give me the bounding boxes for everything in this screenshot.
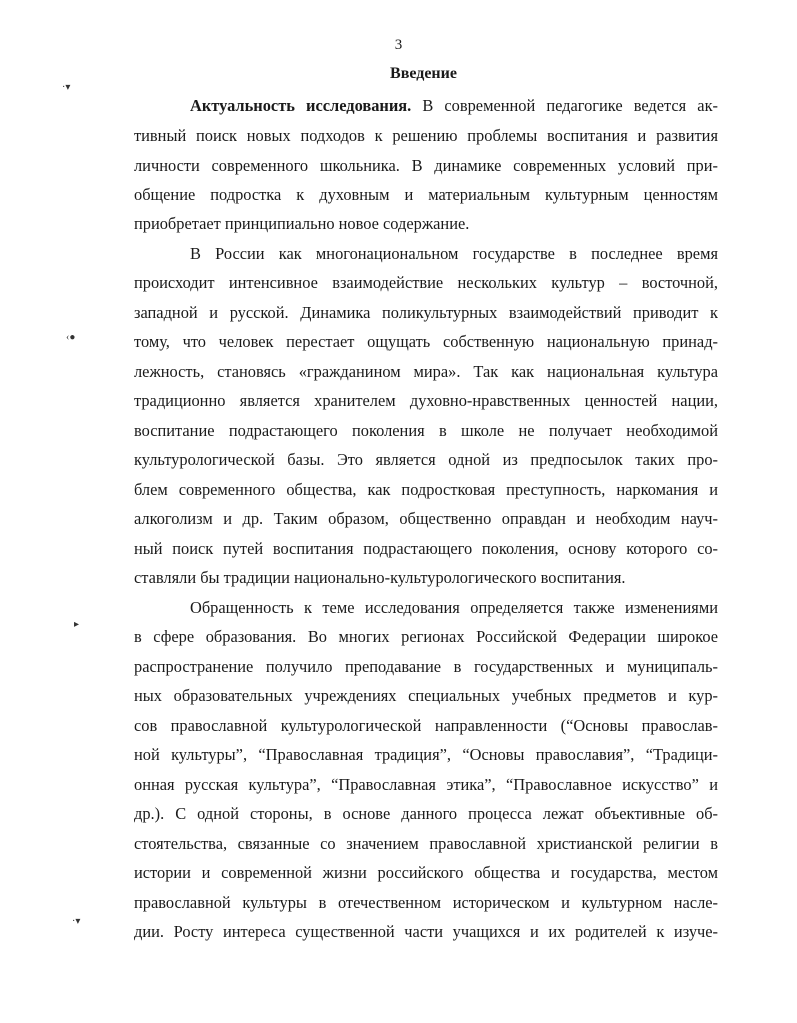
text-line: традиционно является хранителем духовно-нравственных ценностей нации,: [134, 391, 718, 410]
text-line: онная русская культура”, “Православная этика”, “Православное искусство” и: [134, 775, 718, 794]
text-line: истории и современной жизни российского общества и государства, местом: [134, 863, 718, 882]
text-line: ный поиск путей воспитания подрастающего поколения, основу которого со-: [134, 539, 718, 558]
margin-mark: ·▾: [72, 916, 81, 927]
text-line: Обращенность к теме исследования определяется также изменениями: [190, 598, 718, 617]
bold-lead: Актуальность исследования.: [190, 96, 412, 115]
text-line: происходит интенсивное взаимодействие нескольких культур – восточной,: [134, 273, 718, 292]
margin-mark: ‹●: [66, 332, 76, 343]
text-line: тивный поиск новых подходов к решению проблемы воспитания и развития: [134, 126, 718, 145]
text-line: сов православной культурологической направленности (“Основы православ-: [134, 716, 718, 735]
line-text: В современной педагогике ведется ак-: [411, 96, 718, 115]
text-line: православной культуры в отечественном историческом и культурном насле-: [134, 893, 718, 912]
text-line: приобретает принципиально новое содержание.: [134, 214, 470, 233]
text-line: [190, 96, 718, 116]
margin-mark: ▸: [74, 619, 80, 630]
text-line: В России как многонациональном государстве в последнее время: [190, 244, 718, 263]
text-line: алкоголизм и др. Таким образом, общественно оправдан и необходим науч-: [134, 509, 718, 528]
text-line: блем современного общества, как подростковая преступность, наркомания и: [134, 480, 718, 499]
text-line: стоятельства, связанные со значением православной христианской религии в: [134, 834, 718, 853]
text-line: ной культуры”, “Православная традиция”, “Основы православия”, “Традици-: [134, 745, 718, 764]
section-heading: Введение: [390, 65, 457, 82]
text-line: воспитание подрастающего поколения в школе не получает необходимой: [134, 421, 718, 440]
text-line: распространение получило преподавание в государственных и муниципаль-: [134, 657, 718, 676]
page-number: 3: [394, 37, 403, 53]
text-line: в сфере образования. Во многих регионах Российской Федерации широкое: [134, 627, 718, 646]
text-line: общение подростка к духовным и материальным культурным ценностям: [134, 185, 718, 204]
text-line: культурологической базы. Это является одной из предпосылок таких про-: [134, 450, 718, 469]
text-line: ных образовательных учреждениях специальных учебных предметов и кур-: [134, 686, 718, 705]
text-line: лежность, становясь «гражданином мира». Так как национальная культура: [134, 362, 718, 381]
margin-mark: ·▾: [62, 82, 71, 93]
text-line: западной и русской. Динамика поликультурных взаимодействий приводит к: [134, 303, 718, 322]
text-line: ставляли бы традиции национально-культурологического воспитания.: [134, 568, 626, 587]
text-line: дии. Росту интереса существенной части учащихся и их родителей к изуче-: [134, 922, 718, 941]
text-line: личности современного школьника. В динамике современных условий при-: [134, 156, 718, 175]
text-line: тому, что человек перестает ощущать собственную национальную принад-: [134, 332, 718, 351]
text-line: др.). С одной стороны, в основе данного процесса лежат объективные об-: [134, 804, 718, 823]
